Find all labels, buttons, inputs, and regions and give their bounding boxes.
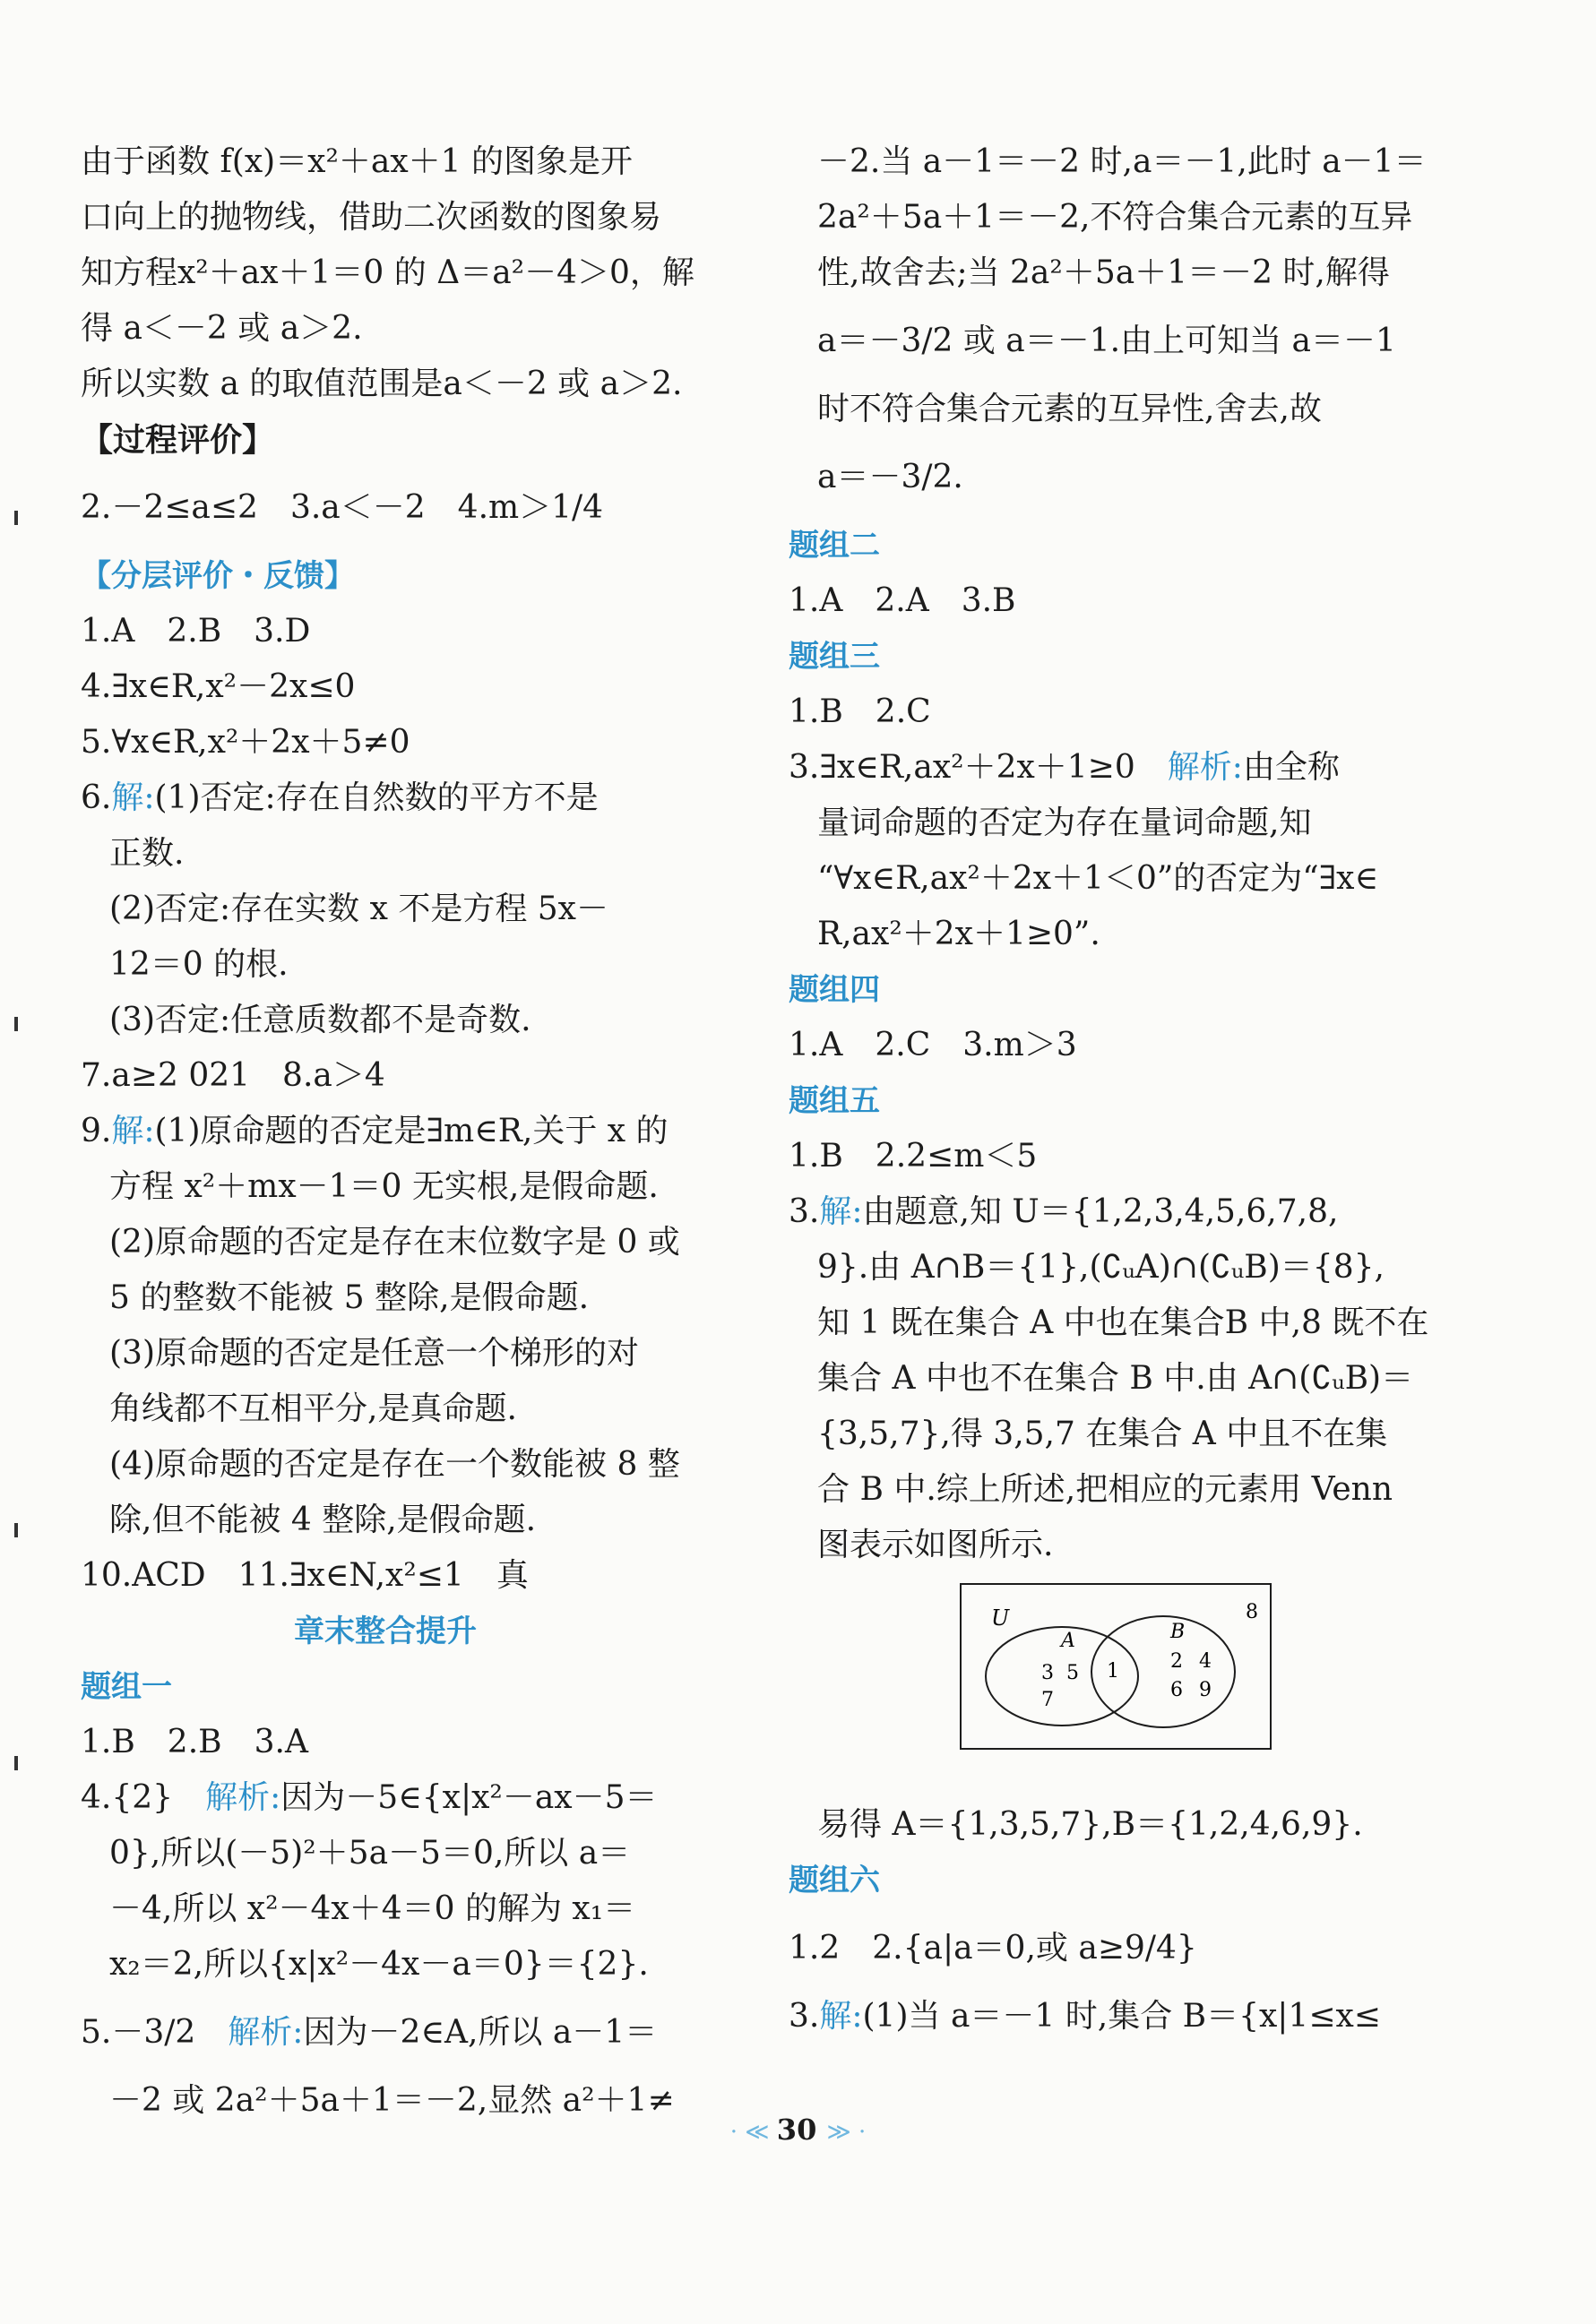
text-line: 除,但不能被 4 整除,是假命题. bbox=[109, 1502, 537, 1538]
text-line: “∀x∈R,ax²＋2x＋1＜0”的否定为“∃x∈ bbox=[817, 860, 1379, 897]
text-line: (4)原命题的否定是存在一个数能被 8 整 bbox=[109, 1446, 680, 1483]
text-line: (2)原命题的否定是存在末位数字是 0 或 bbox=[109, 1224, 680, 1261]
venn-a-element: 7 bbox=[1041, 1689, 1054, 1711]
text-line: 3.解:(1)当 a＝－1 时,集合 B＝{x|1≤x≤ bbox=[789, 1998, 1381, 2035]
text-line: a＝－3/2 或 a＝－1.由上可知当 a＝－1 bbox=[817, 323, 1396, 359]
venn-label-a: A bbox=[1061, 1630, 1075, 1652]
text-line: 1.2 2.{a|a＝0,或 a≥9/4} bbox=[789, 1930, 1197, 1967]
text-line: 6.解:(1)否定:存在自然数的平方不是 bbox=[81, 779, 599, 816]
text-line: (2)否定:存在实数 x 不是方程 5x－ bbox=[109, 891, 608, 927]
venn-intersection-element: 1 bbox=[1107, 1660, 1119, 1683]
text-line: 合 B 中.综上所述,把相应的元素用 Venn bbox=[817, 1471, 1393, 1508]
text-line: 角线都不互相平分,是真命题. bbox=[109, 1390, 517, 1427]
text-line: 得 a＜－2 或 a＞2. bbox=[81, 310, 363, 347]
chapter-heading: 章末整合提升 bbox=[294, 1614, 477, 1649]
text-line: 量词命题的否定为存在量词命题,知 bbox=[817, 805, 1312, 841]
text-line: a＝－3/2. bbox=[817, 459, 963, 495]
venn-b-element: 9 bbox=[1199, 1679, 1212, 1701]
text-line: 3.∃x∈R,ax²＋2x＋1≥0 解析:由全称 bbox=[789, 749, 1340, 786]
venn-a-element: 3 bbox=[1041, 1662, 1054, 1684]
text-line: 0},所以(－5)²＋5a－5＝0,所以 a＝ bbox=[109, 1835, 631, 1872]
text-line: 5.∀x∈R,x²＋2x＋5≠0 bbox=[81, 724, 410, 761]
page-number-footer bbox=[0, 2113, 1596, 2147]
text-line: 易得 A＝{1,3,5,7},B＝{1,2,4,6,9}. bbox=[817, 1806, 1363, 1843]
venn-a-element: 5 bbox=[1066, 1662, 1079, 1684]
text-line: 4.{2} 解析:因为－5∈{x|x²－ax－5＝ bbox=[81, 1779, 658, 1816]
left-column bbox=[81, 134, 726, 2129]
group-heading: 题组四 bbox=[789, 972, 880, 1008]
group-heading: 题组二 bbox=[789, 528, 880, 564]
text-line: x₂＝2,所以{x|x²－4x－a＝0}＝{2}. bbox=[109, 1946, 649, 1983]
venn-b-element: 6 bbox=[1170, 1679, 1183, 1701]
text-line: 1.B 2.2≤m＜5 bbox=[789, 1138, 1038, 1175]
page-deco-left-icon: · ≪ bbox=[729, 2119, 777, 2146]
text-line: {3,5,7},得 3,5,7 在集合 A 中且不在集 bbox=[817, 1416, 1388, 1452]
text-line: 5 的整数不能被 5 整除,是假命题. bbox=[109, 1279, 590, 1316]
text-line: 由于函数 f(x)＝x²＋ax＋1 的图象是开 bbox=[81, 143, 634, 180]
text-line: －4,所以 x²－4x＋4＝0 的解为 x₁＝ bbox=[109, 1890, 636, 1927]
group-heading: 题组五 bbox=[789, 1083, 880, 1119]
text-line: －2 或 2a²＋5a＋1＝－2,显然 a²＋1≠ bbox=[109, 2082, 675, 2119]
text-line: (3)原命题的否定是任意一个梯形的对 bbox=[109, 1335, 639, 1372]
text-line: 2.－2≤a≤2 3.a＜－2 4.m＞1/4 bbox=[81, 489, 604, 526]
text-line: 知 1 既在集合 A 中也在集合B 中,8 既不在 bbox=[817, 1304, 1429, 1341]
page-deco-right-icon: ≫ · bbox=[826, 2119, 867, 2146]
text-line: －2.当 a－1＝－2 时,a＝－1,此时 a－1＝ bbox=[817, 143, 1427, 180]
venn-label-u: U bbox=[991, 1605, 1010, 1631]
text-line: 10.ACD 11.∃x∈N,x²≤1 真 bbox=[81, 1557, 529, 1594]
text-line: (3)否定:任意质数都不是奇数. bbox=[109, 1002, 531, 1038]
text-line: 9}.由 A∩B＝{1},(∁ᵤA)∩(∁ᵤB)＝{8}, bbox=[817, 1249, 1385, 1286]
text-line: 2a²＋5a＋1＝－2,不符合集合元素的互异 bbox=[817, 199, 1413, 236]
venn-b-element: 2 bbox=[1170, 1650, 1183, 1673]
text-line: 正数. bbox=[109, 835, 185, 872]
text-line: 性,故舍去;当 2a²＋5a＋1＝－2 时,解得 bbox=[817, 254, 1390, 291]
text-line: 知方程x²＋ax＋1＝0 的 Δ＝a²－4＞0，解 bbox=[81, 254, 694, 291]
text-line: 1.A 2.C 3.m＞3 bbox=[789, 1027, 1077, 1063]
venn-label-b: B bbox=[1170, 1621, 1186, 1643]
text-line: 口向上的抛物线，借助二次函数的图象易 bbox=[81, 199, 662, 236]
text-line: 图表示如图所示. bbox=[817, 1527, 1054, 1563]
right-column bbox=[789, 134, 1434, 2044]
section-heading: 【过程评价】 bbox=[81, 421, 275, 459]
group-heading: 题组三 bbox=[789, 639, 880, 675]
text-line: R,ax²＋2x＋1≥0”. bbox=[817, 916, 1100, 952]
text-line: 9.解:(1)原命题的否定是∃m∈R,关于 x 的 bbox=[81, 1113, 669, 1149]
text-line: 12＝0 的根. bbox=[109, 946, 289, 983]
text-line: 方程 x²＋mx－1＝0 无实根,是假命题. bbox=[109, 1168, 659, 1205]
page-number: 30 bbox=[776, 2113, 817, 2147]
text-line: 所以实数 a 的取值范围是a＜－2 或 a＞2. bbox=[81, 366, 683, 402]
group-heading: 题组六 bbox=[789, 1863, 880, 1898]
venn-outside-element: 8 bbox=[1246, 1601, 1258, 1623]
section-heading: 【分层评价・反馈】 bbox=[81, 558, 355, 594]
text-line: 5.－3/2 解析:因为－2∈A,所以 a－1＝ bbox=[81, 2014, 658, 2051]
text-line: 1.A 2.A 3.B bbox=[789, 582, 1016, 619]
text-line: 1.B 2.B 3.A bbox=[81, 1724, 308, 1760]
text-line: 7.a≥2 021 8.a＞4 bbox=[81, 1057, 385, 1094]
text-line: 1.A 2.B 3.D bbox=[81, 613, 311, 650]
text-line: 4.∃x∈R,x²－2x≤0 bbox=[81, 668, 356, 705]
group-heading: 题组一 bbox=[81, 1669, 172, 1705]
text-line: 时不符合集合元素的互异性,舍去,故 bbox=[817, 391, 1322, 427]
text-line: 1.B 2.C bbox=[789, 693, 931, 730]
venn-b-element: 4 bbox=[1199, 1650, 1212, 1673]
venn-diagram-container bbox=[789, 1573, 1434, 1797]
text-line: 3.解:由题意,知 U＝{1,2,3,4,5,6,7,8, bbox=[789, 1193, 1339, 1230]
venn-diagram bbox=[959, 1582, 1272, 1788]
text-line: 集合 A 中也不在集合 B 中.由 A∩(∁ᵤB)＝ bbox=[817, 1360, 1414, 1397]
